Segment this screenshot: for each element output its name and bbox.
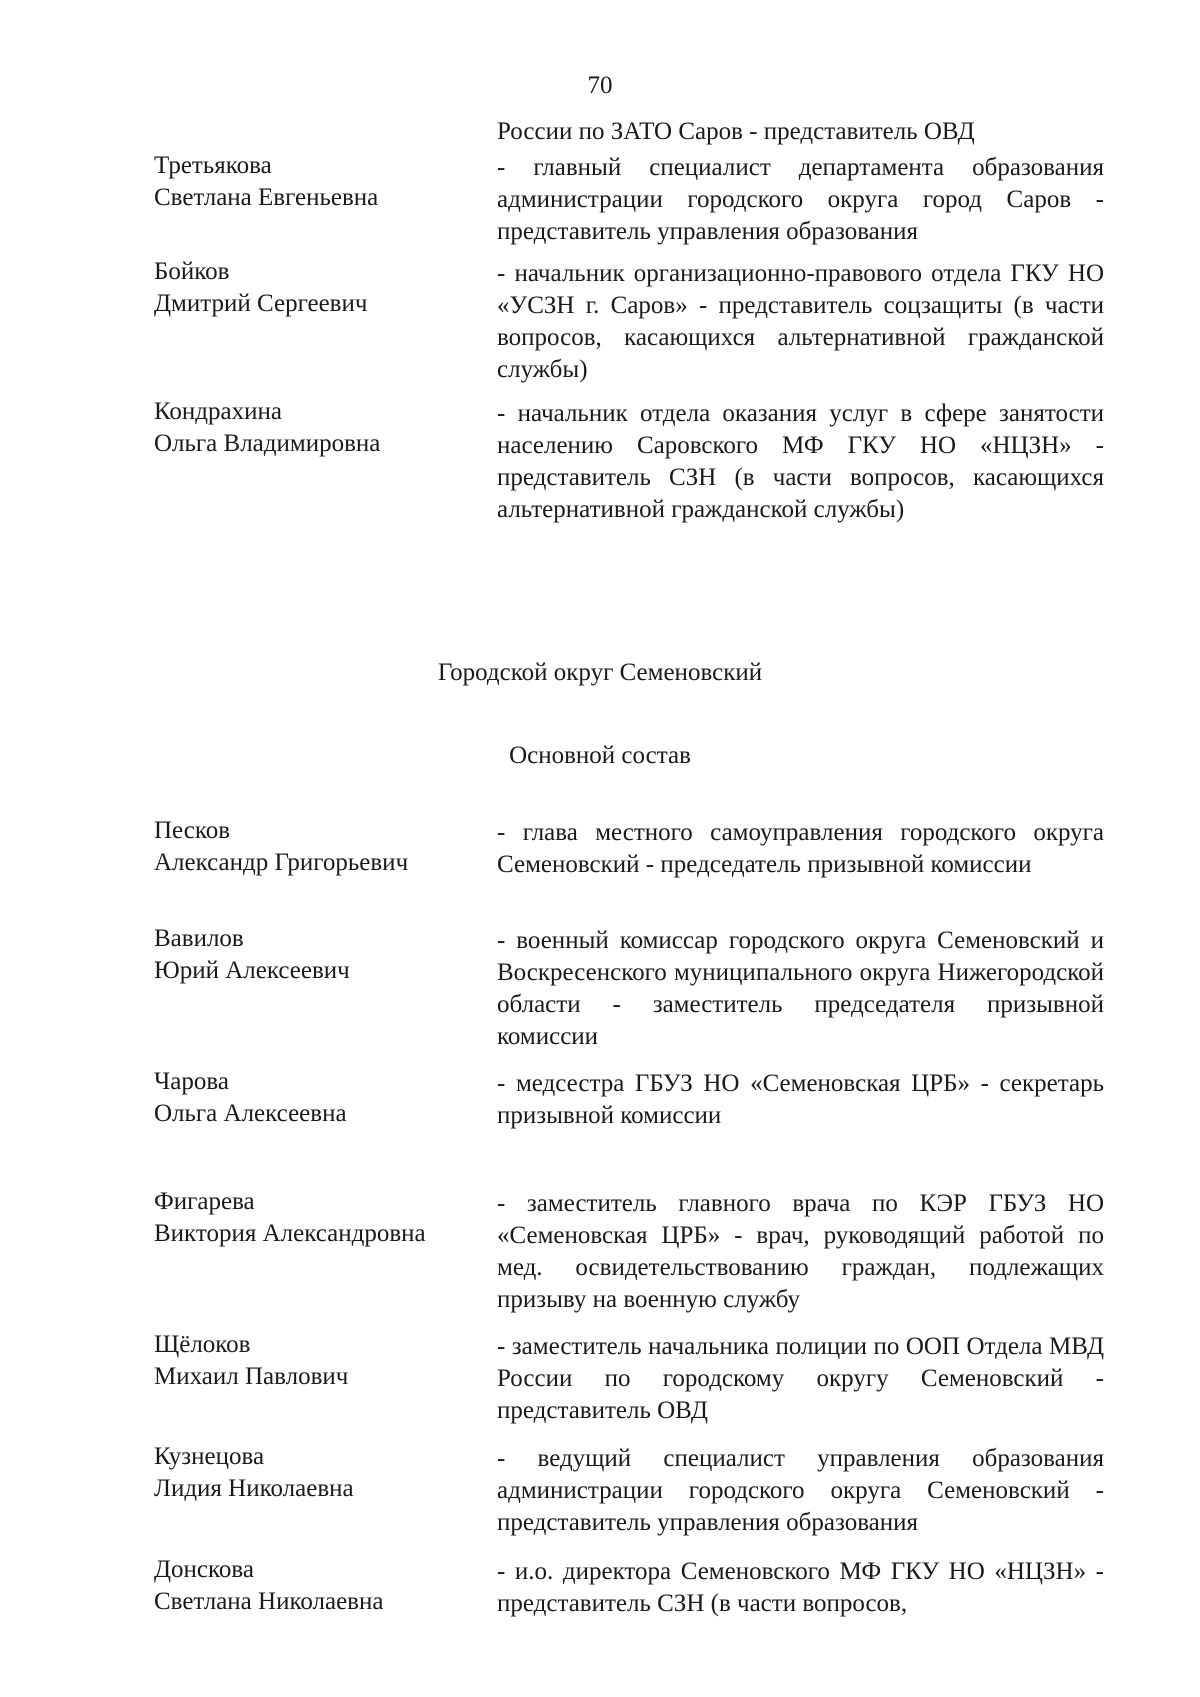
member-name	[154, 1441, 474, 1505]
member-role: - глава местного самоуправления городского округа Семеновский - председатель призывной комиссии	[497, 819, 1104, 878]
member-surname: Донскова	[154, 1556, 254, 1583]
member-name	[154, 1329, 474, 1393]
member-surname: Песков	[154, 817, 231, 844]
member-name	[154, 150, 474, 214]
member-surname: Кузнецова	[154, 1443, 265, 1470]
member-surname: Третьякова	[154, 152, 272, 179]
member-role: - начальник отдела оказания услуг в сфере занятости населению Саровского МФ ГКУ НО «НЦЗН» - представитель СЗН (в части вопросов, касающихся альтернативной гражданской службы)	[497, 400, 1104, 523]
member-given-names: Светлана Евгеньевна	[154, 184, 379, 211]
subsection-title: Основной состав	[509, 742, 691, 769]
member-name	[154, 923, 474, 987]
member-name	[154, 256, 474, 320]
member-name	[154, 1066, 474, 1130]
member-surname: Чарова	[154, 1068, 229, 1095]
member-given-names: Ольга Алексеевна	[154, 1100, 347, 1127]
member-role: - ведущий специалист управления образования администрации городского округа Семеновский - представитель управления образования	[497, 1445, 1104, 1536]
member-surname: Вавилов	[154, 925, 244, 952]
member-given-names: Михаил Павлович	[154, 1363, 349, 1390]
member-given-names: Лидия Николаевна	[154, 1475, 354, 1502]
section-title: Городской округ Семеновский	[437, 659, 763, 686]
member-given-names: Дмитрий Сергеевич	[154, 290, 368, 317]
member-given-names: Александр Григорьевич	[154, 849, 409, 876]
page-number: 70	[587, 72, 613, 99]
member-role: - и.о. директора Семеновского МФ ГКУ НО «НЦЗН» - представитель СЗН (в части вопросов,	[497, 1558, 1104, 1617]
member-name	[154, 396, 474, 460]
member-role: - военный комиссар городского округа Семеновский и Воскресенского муниципального округа Нижегородской области - заместитель председателя призывной комиссии	[497, 927, 1104, 1050]
member-given-names: Виктория Александровна	[154, 1220, 426, 1247]
member-name	[154, 815, 474, 879]
member-name	[154, 1186, 474, 1250]
member-given-names: Ольга Владимировна	[154, 430, 381, 457]
member-surname: Щёлоков	[154, 1331, 251, 1358]
member-role: - заместитель начальника полиции по ООП Отдела МВД России по городскому округу Семеновский - представитель ОВД	[497, 1333, 1104, 1424]
member-role: - начальник организационно-правового отдела ГКУ НО «УСЗН г. Саров» - представитель соцзащиты (в части вопросов, касающихся альтернативной гражданской службы)	[497, 260, 1104, 383]
member-given-names: Юрий Алексеевич	[154, 957, 350, 984]
member-name	[154, 1554, 474, 1618]
member-surname: Бойков	[154, 258, 230, 285]
member-surname: Кондрахина	[154, 398, 282, 425]
member-role: - главный специалист департамента образования администрации городского округа город Саров - представитель управления образования	[497, 154, 1104, 245]
continued-text: России по ЗАТО Саров - представитель ОВД	[497, 118, 975, 145]
member-role: - заместитель главного врача по КЭР ГБУЗ НО «Семеновская ЦРБ» - врач, руководящий работой по мед. освидетельствованию граждан, подлежащих призыву на военную службу	[497, 1190, 1104, 1313]
member-given-names: Светлана Николаевна	[154, 1588, 384, 1615]
member-role: - медсестра ГБУЗ НО «Семеновская ЦРБ» - секретарь призывной комиссии	[497, 1070, 1104, 1129]
member-surname: Фигарева	[154, 1188, 255, 1215]
